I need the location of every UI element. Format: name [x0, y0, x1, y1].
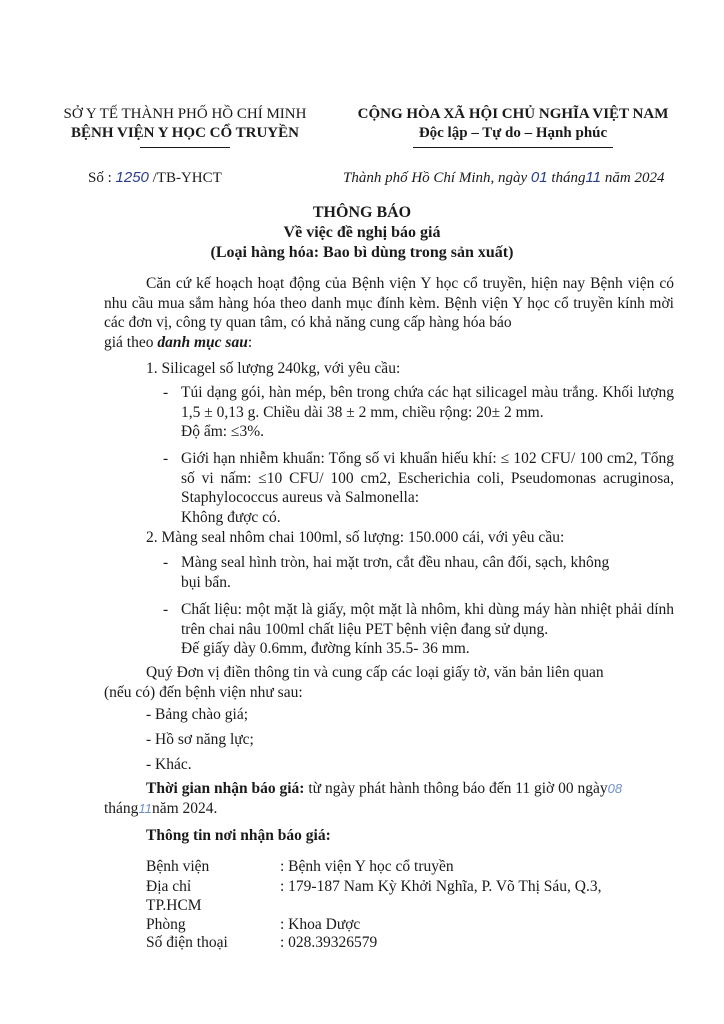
date-year: năm 2024 — [604, 170, 665, 186]
intro-emphasis: danh mục sau — [157, 333, 248, 351]
receiver-row-value: : Bệnh viện Y học cổ truyền — [280, 858, 454, 875]
deadline-day-handwritten: 08 — [607, 781, 623, 796]
closing-paragraph — [104, 663, 674, 702]
motto-underline — [413, 147, 613, 148]
date-month-handwritten: 11 — [585, 169, 602, 186]
item1-bullet2-last: Không được có. — [181, 508, 281, 526]
item1-bullet2 — [181, 449, 674, 527]
national-motto: Độc lập – Tự do – Hạnh phúc — [418, 125, 608, 141]
item1-bullet1-last: Độ ẩm: ≤3%. — [181, 423, 264, 440]
item2-bullet1-last: bụi bẩn. — [181, 573, 231, 591]
so-label: Số : — [88, 170, 112, 186]
receiver-row-value: : 179-187 Nam Kỳ Khởi Nghĩa, P. Võ Thị Sáu, Q.3, — [280, 878, 602, 895]
item2-bullet2-text: Chất liệu: một mặt là giấy, một mặt là nhôm, khi dùng máy hàn nhiệt phải dính trên chai nâu 100ml chất liệu PET bệnh viện đang sử dụng. — [181, 601, 674, 638]
item1-bullet1-dash: - — [163, 384, 169, 401]
deadline-year: năm 2024. — [151, 800, 218, 817]
date-prefix: Thành phố Hồ Chí Minh, ngày — [343, 170, 528, 186]
receiver-row-label: TP.HCM — [146, 897, 202, 914]
intro-paragraph — [104, 274, 674, 352]
document-number — [88, 169, 222, 187]
receiver-row-label: Số điện thoại — [146, 934, 228, 951]
deadline-label: Thời gian nhận báo giá: — [146, 780, 305, 797]
item1-bullet1 — [181, 383, 674, 442]
deadline-line2 — [104, 800, 217, 818]
so-number-handwritten: 1250 — [115, 169, 149, 186]
receiver-row-value: : Khoa Dược — [280, 916, 361, 933]
deadline-month-label: tháng — [104, 800, 139, 817]
item2-heading: 2. Màng seal nhôm chai 100ml, số lượng: 150.000 cái, với yêu cầu: — [146, 529, 565, 546]
item1-bullet2-text: Giới hạn nhiễm khuẩn: Tổng số vi khuẩn hiếu khí: ≤ 102 CFU/ 100 cm2, Tổng số vi nấm: ≤10 CFU/ 100 cm2, Escherichia coli, Pseudomonas acruginosa, Staphylococcus aureus và Salmonella: — [181, 450, 674, 506]
intro-last-plain: giá theo — [104, 333, 154, 351]
receiver-heading: Thông tin nơi nhận báo giá: — [146, 827, 331, 844]
intro-text: Căn cứ kế hoạch hoạt động của Bệnh viện Y học cổ truyền, hiện nay Bệnh viện có nhu cầu mua sắm hàng hóa theo danh mục đính kèm. Bệnh viện Y học cổ truyền kính mời các đơn vị, công ty quan tâm, có khả năng cung cấp hàng hóa báo — [104, 275, 674, 331]
document-item: - Bảng chào giá; — [146, 706, 249, 723]
so-suffix: /TB-YHCT — [152, 170, 222, 186]
closing-text: Quý Đơn vị điền thông tin và cung cấp các loại giấy tờ, văn bản liên quan — [146, 664, 604, 681]
document-date — [343, 169, 664, 187]
notice-title: THÔNG BÁO — [312, 204, 412, 221]
issuer-hospital: BỆNH VIỆN Y HỌC CỔ TRUYỀN — [71, 125, 299, 141]
notice-subject: Về việc đề nghị báo giá — [283, 224, 441, 241]
deadline-month-handwritten: 11 — [138, 801, 152, 816]
deadline-text: từ ngày phát hành thông báo đến 11 giờ 00 ngày — [308, 780, 608, 797]
date-day-handwritten: 01 — [530, 169, 548, 186]
issuer-underline — [140, 147, 230, 148]
issuer-department: SỞ Y TẾ THÀNH PHỐ HỒ CHÍ MINH — [63, 106, 307, 122]
item1-heading: 1. Silicagel số lượng 240kg, với yêu cầu: — [146, 360, 401, 377]
intro-colon: : — [247, 333, 253, 351]
document-item: - Hồ sơ năng lực; — [146, 731, 254, 748]
deadline-line — [146, 780, 622, 798]
receiver-row-label: Phòng — [146, 916, 186, 933]
item2-bullet1-dash: - — [163, 554, 169, 571]
national-title: CỘNG HÒA XÃ HỘI CHỦ NGHĨA VIỆT NAM — [357, 106, 669, 122]
item1-bullet1-text: Túi dạng gói, hàn mép, bên trong chứa các hạt silicagel màu trắng. Khối lượng 1,5 ± 0,13 g. Chiều dài 38 ± 2 mm, chiều rộng: 20± 2 mm. — [181, 384, 674, 421]
notice-goods-type: (Loại hàng hóa: Bao bì dùng trong sản xuất) — [210, 244, 514, 261]
date-month-label: tháng — [551, 170, 586, 186]
receiver-row-value: : 028.39326579 — [280, 934, 378, 951]
item1-bullet2-dash: - — [163, 450, 169, 467]
item2-bullet2 — [181, 600, 674, 659]
document-item: - Khác. — [146, 756, 192, 773]
item2-bullet1-text: Màng seal hình tròn, hai mặt trơn, cắt đều nhau, cân đối, sạch, không — [181, 554, 610, 571]
item2-bullet1 — [181, 553, 674, 592]
receiver-row-label: Bệnh viện — [146, 858, 210, 875]
item2-bullet2-dash: - — [163, 601, 169, 618]
closing-last: (nếu có) đến bệnh viện như sau: — [104, 683, 303, 701]
item2-bullet2-last: Đế giấy dày 0.6mm, đường kính 35.5- 36 mm. — [181, 640, 470, 657]
receiver-row-label: Địa chỉ — [146, 878, 192, 895]
